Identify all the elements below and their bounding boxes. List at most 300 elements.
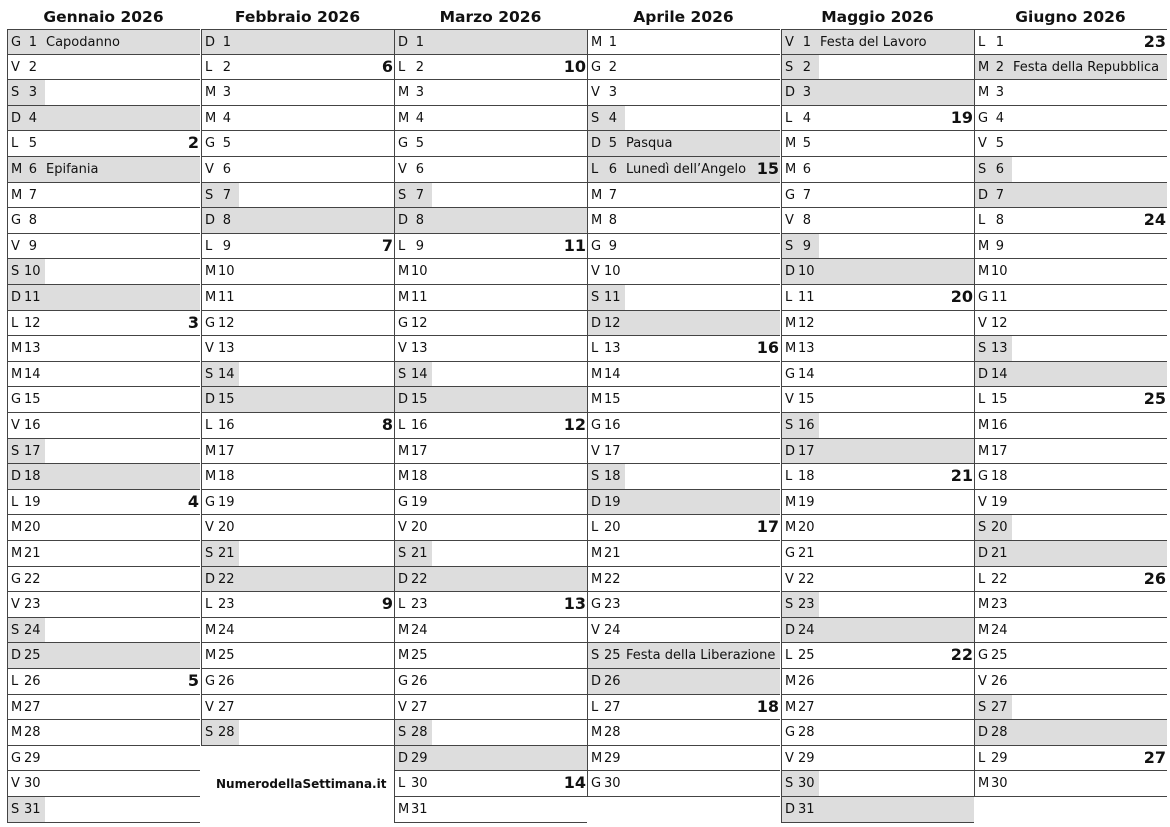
day-number: 26 [991, 674, 1008, 689]
weekday-letter: V [591, 264, 600, 280]
day-row [781, 362, 974, 388]
weekday-letter: S [11, 85, 20, 101]
day-row [7, 464, 200, 490]
day-row [781, 567, 974, 593]
weekday-letter: S [591, 290, 600, 305]
day-number: 14 [798, 366, 815, 382]
day-number: 27 [411, 699, 428, 715]
day-number: 20 [991, 520, 1008, 536]
day-row [587, 464, 780, 490]
day-row [974, 311, 1167, 337]
weekday-letter: D [205, 35, 216, 50]
weekday-letter: M [591, 546, 603, 561]
day-number: 8 [28, 213, 37, 229]
day-row [201, 131, 394, 157]
day-number: 21 [411, 546, 428, 561]
day-number: 6 [222, 162, 231, 177]
day-row [587, 80, 780, 106]
holiday-name: Lunedì dell’Angelo [626, 162, 747, 177]
day-row [781, 618, 974, 644]
weekday-letter: L [785, 110, 793, 126]
day-number: 11 [411, 290, 428, 305]
day-row [7, 29, 200, 55]
day-number: 3 [222, 85, 231, 101]
day-number: 25 [991, 648, 1008, 664]
weekday-letter: M [11, 699, 23, 715]
day-number: 14 [411, 366, 428, 382]
day-row [201, 464, 394, 490]
week-number: 8 [381, 415, 393, 434]
month-title: Giugno 2026 [1015, 8, 1126, 26]
day-row [974, 567, 1167, 593]
day-number: 29 [411, 750, 428, 766]
day-row [974, 29, 1167, 55]
weekday-letter: V [205, 520, 214, 536]
day-row [974, 464, 1167, 490]
weekday-letter: M [591, 35, 603, 50]
day-number: 5 [222, 136, 231, 152]
day-row [974, 208, 1167, 234]
weekday-letter: S [205, 366, 214, 382]
weekday-letter: G [205, 136, 216, 152]
day-number: 9 [995, 238, 1004, 254]
weekday-letter: V [11, 59, 20, 75]
day-row [587, 336, 780, 362]
weekday-letter: G [11, 213, 22, 229]
weekday-letter: M [205, 622, 217, 638]
day-number: 8 [995, 213, 1004, 229]
weekday-letter: G [398, 674, 409, 689]
weekday-letter: V [11, 776, 20, 792]
day-number: 13 [218, 341, 235, 357]
day-row [974, 157, 1167, 183]
weekday-letter: M [978, 418, 990, 433]
day-row [201, 669, 394, 695]
holiday-name: Epifania [46, 162, 99, 177]
weekday-letter: D [205, 571, 216, 587]
day-row [781, 490, 974, 516]
day-number: 23 [411, 597, 428, 613]
day-row [394, 387, 587, 413]
weekday-letter: M [591, 725, 603, 741]
weekday-letter: G [785, 546, 796, 561]
weekday-letter: V [11, 238, 20, 254]
weekday-letter: G [205, 674, 216, 689]
day-row [974, 234, 1167, 260]
week-number: 27 [1143, 747, 1166, 767]
weekday-letter: L [978, 750, 986, 766]
day-number: 24 [24, 622, 41, 638]
day-row [7, 80, 200, 106]
weekday-letter: M [978, 85, 990, 101]
weekday-letter: G [11, 35, 22, 50]
day-number: 7 [608, 187, 617, 203]
day-number: 19 [991, 494, 1008, 510]
holiday-name: Festa della Repubblica [1013, 59, 1160, 75]
day-number: 12 [24, 315, 41, 331]
day-row [974, 259, 1167, 285]
day-number: 16 [218, 418, 235, 433]
weekday-letter: M [785, 136, 797, 152]
day-row [7, 669, 200, 695]
day-number: 8 [608, 213, 617, 229]
day-row [201, 695, 394, 721]
day-number: 4 [28, 110, 37, 126]
week-number: 11 [563, 235, 586, 255]
weekday-letter: V [205, 699, 214, 715]
day-row [7, 336, 200, 362]
day-row [974, 490, 1167, 516]
weekday-letter: S [398, 725, 407, 741]
day-number: 31 [411, 802, 428, 817]
day-row [974, 413, 1167, 439]
day-number: 2 [415, 59, 424, 75]
weekday-letter: V [398, 699, 407, 715]
weekday-letter: G [398, 494, 409, 510]
day-row [781, 592, 974, 618]
day-number: 30 [991, 776, 1008, 792]
weekday-letter: D [11, 290, 22, 305]
day-row [201, 592, 394, 618]
day-row [201, 336, 394, 362]
weekday-letter: M [205, 264, 217, 280]
day-row [781, 183, 974, 209]
day-row [394, 439, 587, 465]
weekday-letter: D [785, 802, 796, 817]
day-row [781, 643, 974, 669]
day-row [974, 362, 1167, 388]
day-number: 2 [995, 59, 1004, 75]
day-row [587, 695, 780, 721]
week-number: 9 [381, 594, 393, 614]
day-row [394, 234, 587, 260]
site-credit: NumerodellaSettimana.it [216, 777, 387, 791]
day-number: 20 [798, 520, 815, 536]
day-row [7, 592, 200, 618]
day-number: 6 [802, 162, 811, 177]
week-number: 15 [756, 159, 779, 178]
day-row [7, 797, 200, 823]
day-row [587, 259, 780, 285]
day-row [587, 720, 780, 746]
weekday-letter: M [205, 290, 217, 305]
day-row [7, 131, 200, 157]
day-number: 21 [991, 546, 1008, 561]
weekday-letter: S [205, 187, 214, 203]
day-number: 28 [411, 725, 428, 741]
day-row [974, 771, 1167, 797]
day-number: 14 [24, 366, 41, 382]
day-row [201, 515, 394, 541]
day-row [974, 746, 1167, 772]
weekday-letter: M [591, 366, 603, 382]
day-row [781, 695, 974, 721]
weekday-letter: D [398, 35, 409, 50]
day-row [781, 771, 974, 797]
day-number: 15 [798, 392, 815, 408]
day-row [587, 311, 780, 337]
day-row [587, 439, 780, 465]
day-row [587, 746, 780, 772]
weekday-letter: G [11, 750, 22, 766]
day-row [587, 29, 780, 55]
week-number: 14 [563, 773, 586, 793]
holiday-name: Festa della Liberazione [626, 648, 776, 664]
week-number: 2 [187, 133, 199, 153]
weekday-letter: M [978, 59, 990, 75]
week-number: 18 [756, 696, 779, 716]
day-number: 8 [222, 213, 231, 229]
day-row [974, 515, 1167, 541]
day-number: 5 [802, 136, 811, 152]
day-row [7, 746, 200, 772]
weekday-letter: M [785, 341, 797, 357]
weekday-letter: M [11, 725, 23, 741]
weekday-letter: M [398, 290, 410, 305]
week-number: 13 [563, 594, 586, 614]
weekday-letter: D [398, 213, 409, 229]
weekday-letter: L [11, 494, 19, 510]
weekday-letter: V [398, 520, 407, 536]
day-number: 28 [798, 725, 815, 741]
weekday-letter: M [785, 494, 797, 510]
day-number: 29 [991, 750, 1008, 766]
day-number: 27 [991, 699, 1008, 715]
weekday-letter: L [205, 59, 213, 75]
day-number: 15 [604, 392, 621, 408]
day-row [394, 29, 587, 55]
day-row [201, 234, 394, 260]
weekday-letter: M [785, 520, 797, 536]
weekday-letter: S [785, 59, 794, 75]
weekday-letter: G [785, 725, 796, 741]
day-number: 24 [991, 622, 1008, 638]
weekday-letter: L [978, 35, 986, 50]
day-row [201, 157, 394, 183]
month-title: Gennaio 2026 [43, 8, 164, 26]
day-number: 4 [802, 110, 811, 126]
weekday-letter: M [978, 264, 990, 280]
day-row [7, 515, 200, 541]
day-number: 3 [608, 85, 617, 101]
day-row [587, 55, 780, 81]
day-row [781, 387, 974, 413]
day-number: 18 [411, 469, 428, 485]
weekday-letter: S [11, 264, 20, 280]
day-row [394, 720, 587, 746]
weekday-letter: S [785, 418, 794, 433]
week-number: 23 [1143, 32, 1166, 51]
day-row [781, 336, 974, 362]
weekday-letter: D [978, 187, 989, 203]
weekday-letter: M [978, 597, 990, 613]
week-number: 19 [950, 107, 973, 127]
day-row [7, 439, 200, 465]
day-number: 31 [798, 802, 815, 817]
day-row [587, 541, 780, 567]
day-row [201, 643, 394, 669]
day-row [7, 720, 200, 746]
weekday-letter: V [205, 162, 214, 177]
weekday-letter: G [205, 315, 216, 331]
day-row [587, 131, 780, 157]
day-number: 20 [411, 520, 428, 536]
day-number: 28 [218, 725, 235, 741]
day-row [974, 131, 1167, 157]
day-row [781, 413, 974, 439]
day-row [7, 387, 200, 413]
day-number: 12 [798, 315, 815, 331]
day-row [781, 234, 974, 260]
day-row [587, 771, 780, 797]
day-row [201, 567, 394, 593]
day-number: 7 [995, 187, 1004, 203]
weekday-letter: G [11, 392, 22, 408]
weekday-letter: S [785, 776, 794, 792]
day-row [7, 618, 200, 644]
day-row [394, 157, 587, 183]
day-number: 2 [28, 59, 37, 75]
weekday-letter: D [398, 571, 409, 587]
day-number: 25 [411, 648, 428, 664]
weekday-letter: D [785, 622, 796, 638]
day-number: 23 [991, 597, 1008, 613]
day-number: 23 [218, 597, 235, 613]
day-number: 11 [604, 290, 621, 305]
day-row [394, 618, 587, 644]
day-row [974, 387, 1167, 413]
day-row [781, 131, 974, 157]
weekday-letter: L [978, 392, 986, 408]
day-number: 12 [991, 315, 1008, 331]
weekday-letter: V [978, 494, 987, 510]
day-row [7, 208, 200, 234]
day-row [974, 592, 1167, 618]
weekday-letter: G [978, 469, 989, 485]
weekday-letter: S [11, 622, 20, 638]
day-number: 28 [24, 725, 41, 741]
weekday-letter: V [785, 571, 794, 587]
week-number: 16 [756, 338, 779, 358]
weekday-letter: V [591, 622, 600, 638]
day-row [587, 643, 780, 669]
day-number: 14 [218, 366, 235, 382]
weekday-letter: V [978, 674, 987, 689]
day-number: 21 [798, 546, 815, 561]
week-number: 12 [563, 415, 586, 434]
weekday-letter: D [978, 725, 989, 741]
weekday-letter: M [11, 187, 23, 203]
day-number: 23 [24, 597, 41, 613]
day-row [394, 592, 587, 618]
day-row [394, 797, 587, 823]
day-row [974, 695, 1167, 721]
weekday-letter: D [978, 366, 989, 382]
day-number: 25 [604, 648, 621, 664]
day-row [201, 720, 394, 746]
day-number: 27 [798, 699, 815, 715]
day-number: 4 [415, 110, 424, 126]
weekday-letter: V [785, 392, 794, 408]
weekday-letter: M [978, 238, 990, 254]
day-row [587, 618, 780, 644]
day-number: 26 [218, 674, 235, 689]
day-number: 5 [995, 136, 1004, 152]
day-row [587, 387, 780, 413]
holiday-name: Pasqua [626, 136, 673, 152]
day-number: 5 [608, 136, 617, 152]
day-row [974, 336, 1167, 362]
weekday-letter: D [591, 315, 602, 331]
day-number: 17 [798, 443, 815, 459]
day-number: 25 [24, 648, 41, 664]
week-number: 24 [1143, 210, 1166, 230]
day-number: 1 [28, 35, 37, 50]
weekday-letter: M [398, 622, 410, 638]
day-row [974, 720, 1167, 746]
day-row [201, 541, 394, 567]
day-number: 4 [995, 110, 1004, 126]
day-number: 23 [604, 597, 621, 613]
week-number: 17 [756, 517, 779, 537]
day-number: 24 [798, 622, 815, 638]
weekday-letter: V [11, 418, 20, 433]
day-number: 17 [24, 443, 41, 459]
day-row [587, 362, 780, 388]
day-number: 21 [24, 546, 41, 561]
day-number: 9 [28, 238, 37, 254]
day-row [974, 541, 1167, 567]
day-row [394, 746, 587, 772]
weekday-letter: M [398, 443, 410, 459]
day-row [394, 541, 587, 567]
day-row [394, 362, 587, 388]
day-row [201, 259, 394, 285]
day-row [394, 311, 587, 337]
day-row [781, 541, 974, 567]
day-row [201, 618, 394, 644]
day-row [7, 234, 200, 260]
day-row [394, 413, 587, 439]
weekday-letter: M [785, 674, 797, 689]
weekday-letter: S [785, 238, 794, 254]
weekday-letter: S [591, 648, 600, 664]
weekday-letter: L [785, 290, 793, 305]
day-row [7, 183, 200, 209]
day-number: 6 [28, 162, 37, 177]
weekday-letter: M [591, 571, 603, 587]
day-number: 8 [415, 213, 424, 229]
day-number: 25 [218, 648, 235, 664]
day-number: 10 [604, 264, 621, 280]
day-number: 22 [991, 571, 1008, 587]
day-row [394, 695, 587, 721]
weekday-letter: L [11, 674, 19, 689]
day-row [394, 208, 587, 234]
weekday-letter: L [785, 469, 793, 485]
day-row [394, 643, 587, 669]
day-number: 28 [604, 725, 621, 741]
weekday-letter: V [591, 443, 600, 459]
day-row [974, 643, 1167, 669]
weekday-letter: L [398, 238, 406, 254]
day-number: 10 [991, 264, 1008, 280]
day-number: 2 [222, 59, 231, 75]
weekday-letter: S [978, 162, 987, 177]
week-number: 3 [187, 312, 199, 332]
weekday-letter: L [11, 315, 19, 331]
weekday-letter: S [591, 110, 600, 126]
